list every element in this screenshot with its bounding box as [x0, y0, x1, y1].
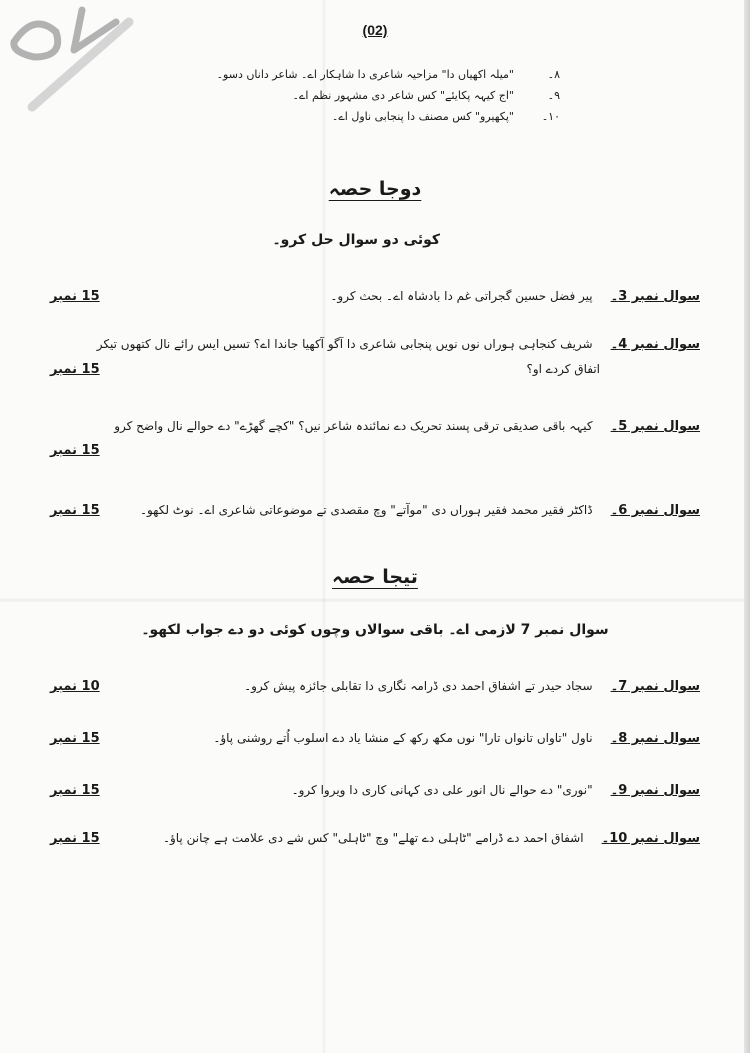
question-marks: 10 نمبر	[50, 679, 100, 694]
question-3	[50, 284, 700, 309]
short-question-text: "میلہ اکھیاں دا" مزاحیہ شاعری دا شاہکار اے۔ شاعر داناں دسو۔	[216, 68, 514, 81]
short-question-number: ۹۔	[547, 89, 560, 102]
question-text: ناول "تاواں تانواں تارا" نوں مکھ رکھ کے منشا یاد دے اسلوب اُتے روشنی پاؤ۔	[213, 731, 593, 745]
question-label: سوال نمبر 9۔	[610, 783, 700, 798]
short-question-number: ۸۔	[547, 68, 560, 81]
short-questions-list	[140, 64, 560, 127]
question-text: کیہہ باقی صدیقی ترقی پسند تحریک دے نمائندہ شاعر نیں؟ "کچے گھڑے" دے حوالے نال واضح کرو	[114, 419, 593, 433]
page-number: (02)	[362, 22, 388, 38]
question-label: سوال نمبر 6۔	[610, 503, 700, 518]
question-7	[50, 674, 700, 699]
short-question-item	[140, 64, 560, 85]
section-3-instruction: سوال نمبر 7 لازمی اے۔ باقی سوالاں وچوں کوئی دو دے جواب لکھو۔	[141, 622, 609, 638]
short-question-item	[140, 106, 560, 127]
question-marks: 15 نمبر	[50, 503, 100, 518]
question-text: اشفاق احمد دے ڈرامے "ٹاہلی دے تھلے" وچ "ٹاہلی" کس شے دی علامت ہے چانن پاؤ۔	[162, 831, 584, 845]
question-label: سوال نمبر 4۔	[610, 337, 700, 352]
question-label: سوال نمبر 8۔	[610, 731, 700, 746]
question-text: شریف کنجاہی ہوراں نوں نویں پنجابی شاعری دا آگو آکھیا جاندا اے؟ تسیں ایس رائے نال کتھوں تیکر	[96, 337, 593, 351]
question-text-continued: اتفاق کردے او؟	[526, 362, 600, 376]
question-text: ڈاکٹر فقیر محمد فقیر ہوراں دی "موآتے" وچ مقصدی تے موضوعاتی شاعری اے۔ نوٹ لکھو۔	[139, 503, 593, 517]
question-marks: 15 نمبر	[50, 831, 100, 846]
question-text: "نوری" دے حوالے نال انور علی دی کہانی کاری دا ویروا کرو۔	[291, 783, 593, 797]
short-question-item	[140, 85, 560, 106]
short-question-text: "اج کیہہ پکایئے" کس شاعر دی مشہور نظم اے۔	[292, 89, 514, 102]
question-4	[50, 332, 700, 382]
question-9	[50, 778, 700, 803]
question-text: پیر فضل حسین گجراتی غم دا بادشاہ اے۔ بحث کرو۔	[330, 289, 593, 303]
question-marks: 15 نمبر	[50, 362, 100, 377]
question-text: سجاد حیدر تے اشفاق احمد دی ڈرامہ نگاری دا تقابلی جائزہ پیش کرو۔	[244, 679, 593, 693]
question-marks: 15 نمبر	[50, 783, 100, 798]
question-6	[50, 498, 700, 523]
paper-edge	[744, 0, 750, 1053]
question-label: سوال نمبر 5۔	[610, 419, 700, 434]
section-2-instruction: کوئی دو سوال حل کرو۔	[272, 232, 440, 248]
question-label: سوال نمبر 7۔	[610, 679, 700, 694]
question-marks: 15 نمبر	[50, 731, 100, 746]
section-3-heading: تیجا حصہ	[332, 566, 418, 588]
question-5	[50, 414, 700, 463]
short-question-number: ۱۰۔	[541, 110, 560, 123]
question-8	[50, 726, 700, 751]
question-marks: 15 نمبر	[50, 443, 100, 458]
short-question-text: "پکھیرو" کس مصنف دا پنجابی ناول اے۔	[331, 110, 514, 123]
question-marks: 15 نمبر	[50, 289, 100, 304]
section-2-heading: دوجا حصہ	[328, 178, 422, 200]
question-10	[50, 826, 700, 851]
question-label: سوال نمبر 10۔	[601, 831, 700, 846]
question-label: سوال نمبر 3۔	[610, 289, 700, 304]
